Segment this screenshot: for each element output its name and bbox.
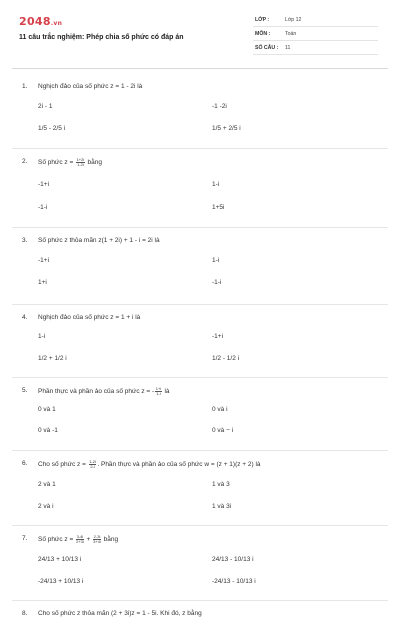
stem-text: là	[162, 388, 170, 396]
option-d[interactable]: 1+5i	[212, 204, 225, 211]
meta-value: 11	[285, 45, 291, 51]
stem-text: Cho số phức z =	[38, 461, 88, 469]
question-4	[12, 311, 388, 378]
stem-text: Số phức z =	[38, 536, 76, 544]
question-stem	[38, 535, 118, 544]
option-c[interactable]: 0 và -1	[38, 427, 58, 434]
meta-label: LỚP :	[255, 17, 270, 23]
site-logo[interactable]	[19, 15, 62, 28]
meta-value: Toán	[285, 31, 297, 37]
option-a[interactable]: 2 và 1	[38, 481, 56, 488]
option-c[interactable]: 1/2 + 1/2 i	[38, 355, 67, 362]
question-6	[12, 457, 388, 526]
question-number: 1.	[22, 83, 28, 90]
meta-count	[253, 42, 378, 55]
question-stem	[38, 387, 170, 396]
question-stem	[38, 158, 102, 167]
question-number: 6.	[22, 460, 28, 467]
stem-text: bằng	[101, 536, 119, 544]
stem-text: Phần thực và phần ảo của số phức z = -	[38, 388, 155, 396]
stem-fraction	[76, 535, 84, 544]
numerator: 1+i	[155, 386, 162, 391]
option-c[interactable]: 1+i	[38, 279, 47, 286]
question-list	[0, 80, 400, 627]
option-d[interactable]: -24/13 - 10/13 i	[212, 578, 256, 585]
meta-label: SỐ CÂU :	[255, 45, 279, 51]
option-a[interactable]: 1-i	[38, 333, 46, 340]
option-d[interactable]: -1-i	[212, 279, 222, 286]
option-c[interactable]: 2 và i	[38, 503, 54, 510]
question-stem: Số phức z thỏa mãn z(1 + 2i) + 1 - i = 2i là	[38, 237, 160, 244]
question-number: 7.	[22, 535, 28, 542]
meta-class	[253, 14, 378, 27]
logo-tld: .vn	[50, 20, 63, 27]
option-a[interactable]: 24/13 + 10/13 i	[38, 556, 82, 563]
option-b[interactable]: 1-i	[212, 181, 220, 188]
option-c[interactable]: 1/5 - 2/5 i	[38, 125, 66, 132]
stem-fraction	[93, 535, 101, 544]
option-b[interactable]: 1-i	[212, 257, 220, 264]
question-number: 4.	[22, 314, 28, 321]
denominator: 3+4i	[93, 539, 101, 544]
page-title: 11 câu trắc nghiệm: Phép chia số phức có đáp án	[19, 34, 184, 41]
option-b[interactable]: 0 và i	[212, 406, 228, 413]
logo-text: 2048	[19, 15, 51, 28]
stem-text: Số phức z =	[38, 159, 76, 167]
option-c[interactable]: -24/13 + 10/13 i	[38, 578, 84, 585]
option-a[interactable]: -1+i	[38, 257, 50, 264]
question-8	[12, 607, 388, 627]
numerator: 1-2i	[89, 459, 96, 464]
stem-text: . Phần thực và phần ảo của số phức w = (z + 1)(z + 2) là	[97, 461, 261, 469]
option-a[interactable]: -1+i	[38, 181, 50, 188]
option-d[interactable]: 1 và 3i	[212, 503, 232, 510]
stem-fraction	[89, 460, 97, 469]
header-divider	[12, 68, 388, 69]
question-5	[12, 384, 388, 451]
question-7	[12, 532, 388, 601]
question-stem: Nghịch đảo của số phức z = 1 + i là	[38, 314, 141, 321]
question-stem	[38, 460, 261, 469]
stem-text: +	[84, 536, 93, 544]
question-3	[12, 234, 388, 305]
option-d[interactable]: 1/5 + 2/5 i	[212, 125, 241, 132]
question-stem: Nghịch đảo của số phức z = 1 - 2i là	[38, 83, 143, 90]
option-b[interactable]: -1 -2i	[212, 103, 227, 110]
denominator: 1-2i	[77, 162, 84, 167]
option-b[interactable]: 24/13 - 10/13 i	[212, 556, 254, 563]
option-d[interactable]: 0 và − i	[212, 427, 234, 434]
option-b[interactable]: -1+i	[212, 333, 224, 340]
question-number: 3.	[22, 237, 28, 244]
meta-subject	[253, 28, 378, 41]
option-d[interactable]: 1/2 - 1/2 i	[212, 355, 240, 362]
meta-value: Lớp 12	[285, 17, 302, 23]
stem-fraction	[155, 387, 161, 396]
numerator: 3-4i	[76, 534, 84, 539]
option-b[interactable]: 1 và 3	[212, 481, 230, 488]
denominator: 1-i	[156, 391, 161, 396]
question-2	[12, 155, 388, 228]
document-header	[0, 0, 400, 62]
stem-text: bằng	[85, 159, 103, 167]
option-a[interactable]: 0 và 1	[38, 406, 56, 413]
denominator: 2-i	[90, 464, 95, 469]
numerator: 1+2i	[76, 157, 85, 162]
option-c[interactable]: -1-i	[38, 204, 48, 211]
numerator: 2-3i	[93, 534, 101, 539]
denominator: 2+3i	[76, 539, 84, 544]
stem-fraction	[76, 158, 85, 167]
meta-label: MÔN :	[255, 31, 271, 37]
question-number: 5.	[22, 387, 28, 394]
question-1	[12, 80, 388, 149]
question-stem: Cho số phức z thỏa mãn (2 + 3i)z = 1 - 5i. Khi đó, z bằng	[38, 610, 202, 617]
option-a[interactable]: 2i - 1	[38, 103, 53, 110]
question-number: 8.	[22, 610, 28, 617]
question-number: 2.	[22, 158, 28, 165]
